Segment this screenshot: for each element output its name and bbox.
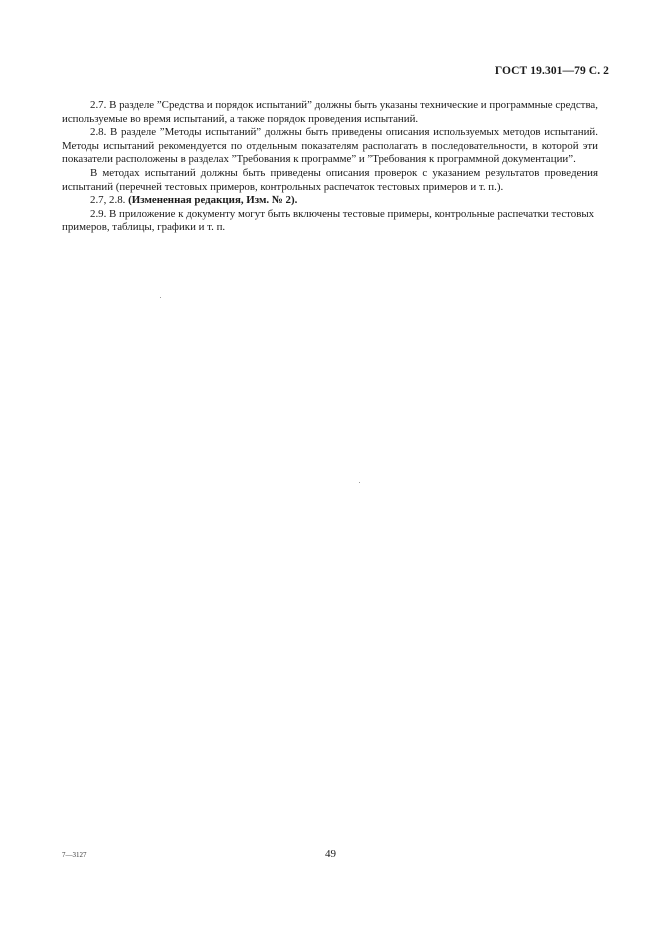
page-number: 49 [325,848,336,860]
paragraph-2-7: 2.7. В разделе ”Средства и порядок испытаний” должны быть указаны технические и программные средства, используемые во время испытаний, а также порядок проведения испытаний. [62,99,598,125]
paragraph-revision-note [62,194,598,208]
print-code: 7—3127 [62,851,87,859]
document-header: ГОСТ 19.301—79 С. 2 [494,65,609,77]
scan-speck [359,482,360,483]
revision-note-prefix: 2.7, 2.8. [90,194,129,207]
paragraph-2-8: 2.8. В разделе ”Методы испытаний” должны быть приведены описания используемых методов испытаний. Методы испытаний рекомендуется по отдельным показателям располагать в последовательности, в которой эти показатели расположены в разделах ”Требования к программе” и ”Требования к программной документации”. [62,126,598,166]
paragraph-test-methods: В методах испытаний должны быть приведены описания проверок с указанием результатов проведения испытаний (перечней тестовых примеров, контрольных распечаток тестовых примеров и т. п.). [62,166,598,193]
document-body [62,99,598,235]
revision-note-bold: (Измененная редакция, Изм. № 2). [128,194,298,207]
scan-speck [160,297,161,298]
paragraph-2-9: 2.9. В приложение к документу могут быть включены тестовые примеры, контрольные распечатки тестовых примеров, таблицы, графики и т. п. [62,207,595,234]
